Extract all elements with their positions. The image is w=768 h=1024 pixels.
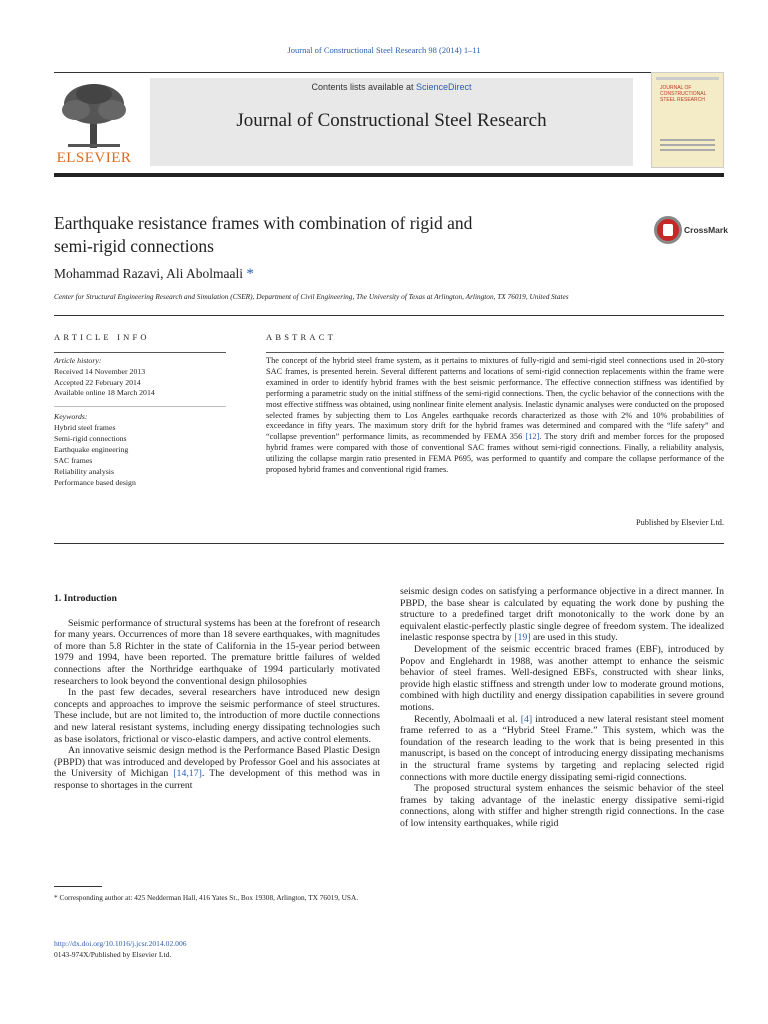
paragraph: In the past few decades, several researchers have introduced new design concepts and approaches to improve the seismic performance of steel structures. These include, but are not limited to, the introduction of more ductile connections and new lateral resistant systems, including energy dissipating technologies such as base isolators, frictional or visco-elastic dampers, and active control elements. <box>54 687 380 745</box>
abstract-part-2: . The story drift and member forces for the proposed hybrid frames were compared with those of conventional SAC frames without semi-rigid connections. Finally, a reliability analysis, utilizing the collapse margin ratio presented in FEMA P695, was performed to quantify and compare the collapse performance of the proposed hybrid frames and conventional rigid frames. <box>266 432 724 475</box>
keywords <box>54 411 226 488</box>
corresponding-author-footnote: * Corresponding author at: 425 Nedderman Hall, 416 Yates St., Box 19308, Arlington, TX 76019, USA. <box>54 893 359 902</box>
paragraph-text: Recently, Abolmaali et al. <box>414 713 521 725</box>
title-line-1: Earthquake resistance frames with combination of rigid and <box>54 213 473 233</box>
footnote-rule <box>54 886 102 887</box>
published-by: Published by Elsevier Ltd. <box>635 518 724 527</box>
keyword-item: SAC frames <box>54 456 93 465</box>
article-info-heading: ARTICLE INFO <box>54 332 150 342</box>
journal-banner <box>150 78 633 166</box>
paragraph <box>400 714 724 784</box>
info-top-rule <box>54 315 724 316</box>
abstract-heading: ABSTRACT <box>266 332 336 342</box>
section-heading: 1. Introduction <box>54 593 117 604</box>
article-history <box>54 356 226 399</box>
contents-line <box>150 82 633 92</box>
article-info-rule <box>54 352 226 353</box>
history-item: Available online 18 March 2014 <box>54 388 155 398</box>
keyword-item: Semi-rigid connections <box>54 434 127 443</box>
abstract-rule <box>266 352 724 353</box>
keyword-item: Performance based design <box>54 478 136 487</box>
journal-cover-thumbnail[interactable] <box>651 72 724 168</box>
crossmark-badge[interactable] <box>654 216 734 246</box>
keywords-label: Keywords: <box>54 412 88 421</box>
paragraph-text: seismic design codes on satisfying a performance objective in a direct manner. In PBPD, the base shear is calculated by equating the work done by pushing the structure to a predefined target drift monotonically to the work done by an equivalent elastic-perfectly plastic single degree of freedom system. The idealized inelastic response spectra by <box>400 586 724 644</box>
history-item: Received 14 November 2013 <box>54 366 146 376</box>
issn-line: 0143-974X/Published by Elsevier Ltd. <box>54 950 172 959</box>
crossmark-label: CrossMark <box>684 225 728 235</box>
body-column-left <box>54 593 380 792</box>
affiliation: Center for Structural Engineering Research and Simulation (CSER), Department of Civil Engineering, The University of Texas at Arlington, Arlington, TX 76019, United States <box>54 292 569 301</box>
citation-link[interactable]: [4] <box>520 713 533 725</box>
journal-citation[interactable]: Journal of Constructional Steel Research 98 (2014) 1–11 <box>287 45 481 55</box>
journal-title[interactable]: Journal of Constructional Steel Research <box>236 110 547 131</box>
paragraph-text: An innovative seismic design method is the Performance Based Plastic Design (PBPD) that was introduced and developed by Professor Goel and his associates at the University of Michigan <box>54 745 380 780</box>
abstract-bottom-rule <box>54 543 724 544</box>
cover-text-lines <box>660 139 715 163</box>
body-column-right <box>400 586 724 829</box>
history-item: Accepted 22 February 2014 <box>54 377 141 387</box>
keyword-item: Hybrid steel frames <box>54 423 116 432</box>
citation-link[interactable]: [12] <box>525 432 540 442</box>
doi-link[interactable]: http://dx.doi.org/10.1016/j.jcsr.2014.02.006 <box>54 939 187 948</box>
header-rule <box>54 72 724 73</box>
paragraph: The proposed structural system enhances the seismic behavior of the steel frames by taking advantage of the inelastic energy dissipative semi-rigid connections, along with stiffer and higher strength rigid connections. In the case of low intensity earthquakes, while rigid <box>400 783 724 829</box>
citation-link[interactable]: [19] <box>514 632 531 644</box>
paragraph: Development of the seismic eccentric braced frames (EBF), introduced by Popov and Englehardt in 1988, was another attempt to enhance the seismic behavior of steel frames. Well-designed EBFs, constructed with shear links, provide high elastic stiffness and strength under low to moderate ground motions, combined with high ductility and energy dissipation capabilities in severe ground motions. <box>400 643 724 713</box>
cover-strip <box>656 77 719 80</box>
sciencedirect-link[interactable]: ScienceDirect <box>416 82 472 92</box>
citation-link[interactable]: [14,17] <box>173 768 202 780</box>
history-label: Article history: <box>54 356 102 365</box>
abstract-part-1: The concept of the hybrid steel frame system, as it pertains to mixtures of fully-rigid and semi-rigid steel connections used in 20-story SAC frames, is presented herein. Several different patterns and locations of semi-rigid connection replacements within the frame were examined in order to identify hybrid frames with the best seismic performance. The effective connection stiffness was identified by performing a parametric study on the initial stiffness of the semi-rigid connections. Then, the cyclic behavior of the connections with the most effective stiffness was obtained, using nonlinear finite element analysis. Inelastic dynamic analyses were conducted on the proposed selected frames by subjecting them to Los Angeles earthquake records characterized as those with 2% and 10% probabilities of exceedance in fifty years. The maximum story drift for the hybrid frames was determined and compared with the “life safety” and “collapse prevention” performance limits, as recommended by FEMA 356 <box>266 356 724 442</box>
paragraph <box>400 586 724 644</box>
cover-title: JOURNAL OF CONSTRUCTIONAL STEEL RESEARCH <box>660 85 707 103</box>
abstract-text <box>266 356 724 476</box>
paragraph-text: . The development of this method was in response to shortages in the current <box>54 768 380 791</box>
authors <box>54 266 254 283</box>
crossmark-icon <box>654 216 682 244</box>
paragraph: Seismic performance of structural systems has been at the forefront of research for many years. Occurrences of more than 18 severe earthquakes, with magnitudes of more than 5.8 Richter in the state of California in the 15-year period between 1979 and 1994, have been reported. The premature brittle failures of welded connections after the Northridge earthquake of 1994 particularly motivated researchers to look beyond the conventional design philosophies <box>54 617 380 687</box>
elsevier-wordmark: ELSEVIER <box>56 150 132 166</box>
keywords-rule <box>54 406 226 407</box>
header-thick-rule <box>54 173 724 177</box>
author-names: Mohammad Razavi, Ali Abolmaali <box>54 266 243 281</box>
keyword-item: Reliability analysis <box>54 467 114 476</box>
title-line-2: semi-rigid connections <box>54 236 214 256</box>
paragraph-text: are used in this study. <box>530 632 618 644</box>
article-title <box>54 212 614 258</box>
paragraph <box>54 745 380 791</box>
contents-prefix: Contents lists available at <box>311 82 417 92</box>
keyword-item: Earthquake engineering <box>54 445 129 454</box>
paragraph-text: introduced a new lateral resistant steel moment frame referred to as a “Hybrid Steel Frame.” This system, which was the foundation of the research leading to the work that is being presented in this manuscript, is based on the concept of introducing energy dissipating mechanisms in the structural frame systems by targeting and replacing selected rigid connections with more ductile energy dissipating semi-rigid connections. <box>400 713 724 783</box>
corresponding-author-mark[interactable]: * <box>246 266 254 282</box>
